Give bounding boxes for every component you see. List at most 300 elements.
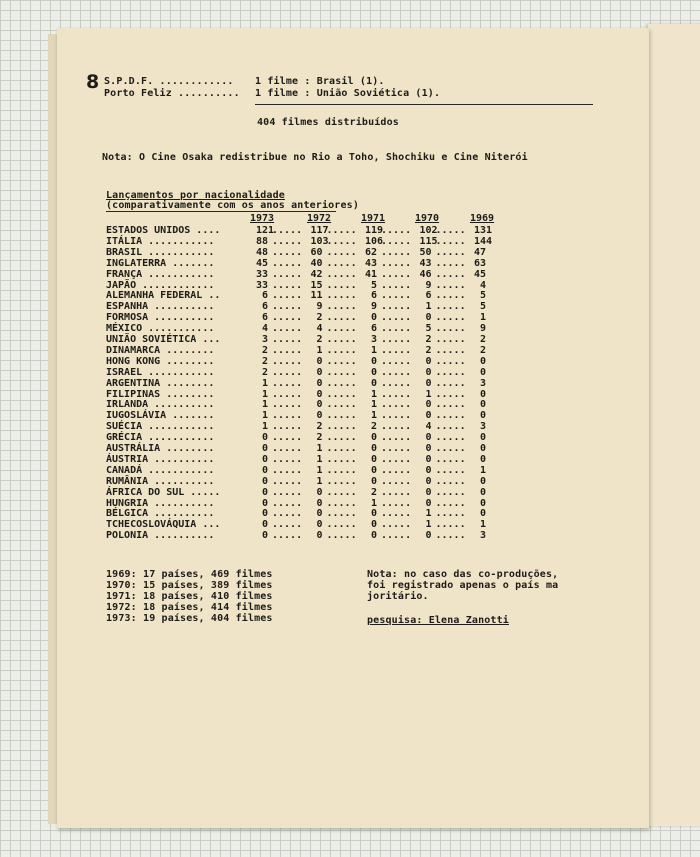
- value-1973: 6: [261, 301, 268, 313]
- leader-dots: .....: [272, 279, 303, 291]
- coproduction-note-line-3: joritário.: [367, 591, 429, 602]
- leader-dots: .....: [435, 246, 466, 258]
- value-1969: 0: [479, 443, 486, 454]
- value-1969: 1: [479, 519, 486, 531]
- value-1970: 115: [419, 235, 438, 247]
- table-row: [106, 334, 526, 345]
- leader-dots: .....: [272, 410, 303, 422]
- leader-dots: .....: [326, 388, 357, 400]
- leader-dots: .....: [326, 421, 357, 433]
- value-1970: 0: [425, 432, 432, 444]
- value-1969: 2: [479, 344, 486, 356]
- leader-dots: .....: [272, 312, 303, 324]
- value-1969: 1: [479, 312, 486, 324]
- header-count-1: 1 filme : Brasil (1).: [255, 76, 385, 87]
- leader-dots: .....: [326, 432, 357, 444]
- nationality-table: [106, 213, 526, 553]
- value-1971: 2: [370, 421, 377, 433]
- value-1971: 5: [370, 279, 377, 291]
- leader-dots: .....: [381, 290, 412, 302]
- leader-dots: .....: [272, 388, 303, 400]
- leader-dots: .....: [435, 388, 466, 400]
- value-1973: 0: [261, 519, 268, 531]
- value-1970: 0: [425, 453, 432, 465]
- leader-dots: .....: [381, 475, 412, 487]
- value-1970: 0: [425, 355, 432, 367]
- value-1970: 0: [425, 464, 432, 476]
- table-title: Lançamentos por nacionalidade: [106, 190, 285, 201]
- value-1973: 2: [261, 344, 268, 356]
- table-row: [106, 454, 526, 465]
- summary-line-1971: 1971: 18 países, 410 filmes: [106, 591, 273, 602]
- value-1972: 117: [310, 225, 329, 236]
- table-row: [106, 345, 526, 356]
- year-1972: 1972: [307, 213, 332, 224]
- leader-dots: .....: [381, 497, 412, 509]
- value-1969: 0: [479, 453, 486, 465]
- value-1972: 42: [310, 268, 323, 280]
- leader-dots: .....: [326, 519, 357, 531]
- value-1972: 0: [316, 388, 323, 400]
- country-name: ESPANHA ..........: [106, 301, 215, 313]
- country-name: SUÉCIA ...........: [106, 421, 215, 433]
- leader-dots: .....: [381, 257, 412, 269]
- year-1973: 1973: [250, 213, 275, 224]
- leader-dots: .....: [381, 410, 412, 422]
- value-1969: 5: [479, 290, 486, 302]
- leader-dots: .....: [272, 443, 303, 454]
- leader-dots: .....: [381, 388, 412, 400]
- table-row: [106, 323, 526, 334]
- value-1971: 0: [370, 464, 377, 476]
- value-1969: 0: [479, 355, 486, 367]
- value-1971: 1: [370, 410, 377, 422]
- leader-dots: .....: [435, 530, 466, 542]
- leader-dots: .....: [326, 453, 357, 465]
- leader-dots: .....: [272, 377, 303, 389]
- table-row: [106, 443, 526, 454]
- value-1971: 6: [370, 290, 377, 302]
- value-1972: 60: [310, 246, 323, 258]
- value-1972: 103: [310, 235, 329, 247]
- leader-dots: .....: [326, 377, 357, 389]
- value-1969: 63: [474, 257, 487, 269]
- leader-dots: .....: [381, 530, 412, 542]
- leader-dots: .....: [381, 246, 412, 258]
- leader-dots: .....: [272, 355, 303, 367]
- value-1972: 4: [316, 323, 323, 335]
- leader-dots: .....: [435, 366, 466, 378]
- value-1969: 0: [479, 486, 486, 498]
- country-name: BRASIL ...........: [106, 246, 215, 258]
- leader-dots: .....: [435, 399, 466, 411]
- value-1970: 0: [425, 377, 432, 389]
- value-1969: 0: [479, 497, 486, 509]
- value-1971: 0: [370, 508, 377, 520]
- value-1972: 40: [310, 257, 323, 269]
- leader-dots: .....: [326, 344, 357, 356]
- value-1970: 6: [425, 290, 432, 302]
- value-1972: 1: [316, 443, 323, 454]
- value-1971: 1: [370, 344, 377, 356]
- value-1971: 0: [370, 519, 377, 531]
- leader-dots: .....: [272, 421, 303, 433]
- value-1971: 0: [370, 443, 377, 454]
- table-row: [106, 247, 526, 258]
- value-1973: 0: [261, 475, 268, 487]
- value-1971: 43: [365, 257, 378, 269]
- coproduction-note-line-2: foi registrado apenas o país ma: [367, 580, 559, 591]
- country-name: FRANÇA ...........: [106, 268, 215, 280]
- table-row: [106, 410, 526, 421]
- value-1972: 2: [316, 334, 323, 345]
- value-1971: 1: [370, 399, 377, 411]
- leader-dots: .....: [326, 301, 357, 313]
- country-name: CANADÁ ...........: [106, 464, 215, 476]
- value-1969: 5: [479, 301, 486, 313]
- value-1972: 11: [310, 290, 323, 302]
- value-1969: 4: [479, 279, 486, 291]
- value-1971: 0: [370, 312, 377, 324]
- value-1970: 1: [425, 301, 432, 313]
- value-1972: 1: [316, 344, 323, 356]
- leader-dots: .....: [326, 323, 357, 335]
- value-1969: 144: [474, 235, 493, 247]
- value-1973: 33: [256, 279, 269, 291]
- leader-dots: .....: [381, 399, 412, 411]
- leader-dots: .....: [326, 464, 357, 476]
- header-place-2: Porto Feliz ..........: [104, 88, 240, 99]
- value-1969: 0: [479, 366, 486, 378]
- leader-dots: .....: [326, 443, 357, 454]
- country-name: FILIPINAS ........: [106, 388, 215, 400]
- leader-dots: .....: [435, 344, 466, 356]
- table-row: [106, 258, 526, 269]
- value-1972: 1: [316, 453, 323, 465]
- document-page: [57, 28, 649, 828]
- value-1973: 0: [261, 508, 268, 520]
- country-name: ESTADOS UNIDOS ....: [106, 225, 221, 236]
- table-row: [106, 280, 526, 291]
- leader-dots: .....: [326, 246, 357, 258]
- country-name: IUGOSLÁVIA .......: [106, 410, 215, 422]
- value-1973: 45: [256, 257, 269, 269]
- table-row: [106, 399, 526, 410]
- leader-dots: .....: [272, 301, 303, 313]
- summary-line-1969: 1969: 17 países, 469 filmes: [106, 569, 273, 580]
- leader-dots: .....: [381, 268, 412, 280]
- country-name: ALEMANHA FEDERAL ..: [106, 290, 221, 302]
- value-1972: 0: [316, 410, 323, 422]
- leader-dots: .....: [435, 301, 466, 313]
- research-credit: pesquisa: Elena Zanotti: [367, 615, 509, 626]
- leader-dots: .....: [326, 508, 357, 520]
- value-1971: 3: [370, 334, 377, 345]
- leader-dots: .....: [326, 290, 357, 302]
- country-name: ISRAEL ...........: [106, 366, 215, 378]
- value-1970: 0: [425, 530, 432, 542]
- leader-dots: .....: [381, 366, 412, 378]
- value-1969: 131: [474, 225, 493, 236]
- header-count-2: 1 filme : União Soviética (1).: [255, 88, 441, 99]
- country-name: FORMOSA ..........: [106, 312, 215, 324]
- leader-dots: .....: [435, 268, 466, 280]
- value-1972: 0: [316, 508, 323, 520]
- value-1969: 1: [479, 464, 486, 476]
- leader-dots: .....: [272, 486, 303, 498]
- leader-dots: .....: [435, 475, 466, 487]
- value-1973: 6: [261, 290, 268, 302]
- value-1969: 0: [479, 475, 486, 487]
- value-1971: 0: [370, 432, 377, 444]
- value-1969: 2: [479, 334, 486, 345]
- value-1973: 1: [261, 377, 268, 389]
- value-1971: 1: [370, 497, 377, 509]
- header-rule: [255, 104, 593, 105]
- value-1972: 0: [316, 530, 323, 542]
- leader-dots: .....: [272, 497, 303, 509]
- leader-dots: .....: [326, 334, 357, 345]
- value-1970: 0: [425, 486, 432, 498]
- leader-dots: .....: [435, 257, 466, 269]
- table-header-row: [106, 213, 526, 224]
- leader-dots: .....: [435, 432, 466, 444]
- table-row: [106, 487, 526, 498]
- leader-dots: .....: [326, 366, 357, 378]
- value-1969: 0: [479, 410, 486, 422]
- value-1969: 0: [479, 388, 486, 400]
- value-1973: 33: [256, 268, 269, 280]
- leader-dots: .....: [272, 366, 303, 378]
- value-1972: 0: [316, 355, 323, 367]
- leader-dots: .....: [435, 235, 466, 247]
- table-row: [106, 236, 526, 247]
- value-1971: 62: [365, 246, 378, 258]
- table-row: [106, 519, 526, 530]
- value-1973: 0: [261, 497, 268, 509]
- header-place-1: S.P.D.F. ............: [104, 76, 234, 87]
- subtitle-rule: [106, 211, 336, 212]
- value-1970: 1: [425, 519, 432, 531]
- value-1973: 2: [261, 366, 268, 378]
- country-name: INGLATERRA .......: [106, 257, 215, 269]
- leader-dots: .....: [381, 464, 412, 476]
- total-distributed: 404 filmes distribuídos: [257, 117, 399, 128]
- leader-dots: .....: [435, 519, 466, 531]
- leader-dots: .....: [272, 530, 303, 542]
- value-1972: 2: [316, 432, 323, 444]
- value-1972: 0: [316, 366, 323, 378]
- value-1970: 2: [425, 334, 432, 345]
- value-1973: 6: [261, 312, 268, 324]
- leader-dots: .....: [272, 323, 303, 335]
- leader-dots: .....: [381, 443, 412, 454]
- value-1970: 0: [425, 399, 432, 411]
- leader-dots: .....: [326, 410, 357, 422]
- value-1970: 46: [419, 268, 432, 280]
- leader-dots: .....: [272, 464, 303, 476]
- value-1970: 0: [425, 443, 432, 454]
- leader-dots: .....: [381, 377, 412, 389]
- leader-dots: .....: [435, 323, 466, 335]
- value-1970: 0: [425, 366, 432, 378]
- value-1969: 3: [479, 377, 486, 389]
- value-1970: 0: [425, 497, 432, 509]
- leader-dots: .....: [326, 312, 357, 324]
- country-name: IRLANDA ..........: [106, 399, 215, 411]
- value-1973: 0: [261, 464, 268, 476]
- country-name: ÁUSTRIA ..........: [106, 453, 215, 465]
- value-1971: 119: [365, 225, 384, 236]
- country-name: ÁFRICA DO SUL .....: [106, 486, 221, 498]
- value-1970: 4: [425, 421, 432, 433]
- table-row: [106, 269, 526, 280]
- value-1971: 0: [370, 366, 377, 378]
- value-1970: 0: [425, 475, 432, 487]
- leader-dots: .....: [272, 334, 303, 345]
- leader-dots: .....: [272, 246, 303, 258]
- value-1970: 0: [425, 312, 432, 324]
- value-1969: 3: [479, 530, 486, 542]
- value-1969: 9: [479, 323, 486, 335]
- table-row: [106, 389, 526, 400]
- value-1971: 2: [370, 486, 377, 498]
- value-1970: 1: [425, 388, 432, 400]
- leader-dots: .....: [381, 519, 412, 531]
- table-row: [106, 356, 526, 367]
- leader-dots: .....: [272, 290, 303, 302]
- table-row: [106, 378, 526, 389]
- country-name: DINAMARCA ........: [106, 344, 215, 356]
- leader-dots: .....: [381, 344, 412, 356]
- country-name: MÉXICO ...........: [106, 323, 215, 335]
- value-1970: 5: [425, 323, 432, 335]
- leader-dots: .....: [326, 530, 357, 542]
- value-1973: 0: [261, 443, 268, 454]
- leader-dots: .....: [381, 453, 412, 465]
- table-row: [106, 301, 526, 312]
- leader-dots: .....: [272, 399, 303, 411]
- leader-dots: .....: [435, 464, 466, 476]
- leader-dots: .....: [435, 377, 466, 389]
- leader-dots: .....: [435, 421, 466, 433]
- page-number: 8: [86, 71, 100, 93]
- country-name: POLONIA ..........: [106, 530, 215, 542]
- table-row: [106, 312, 526, 323]
- leader-dots: .....: [272, 344, 303, 356]
- table-row: [106, 421, 526, 432]
- leader-dots: .....: [381, 323, 412, 335]
- table-row: [106, 498, 526, 509]
- value-1972: 0: [316, 399, 323, 411]
- summary-line-1970: 1970: 15 países, 389 filmes: [106, 580, 273, 591]
- leader-dots: .....: [272, 432, 303, 444]
- leader-dots: .....: [435, 279, 466, 291]
- value-1972: 0: [316, 377, 323, 389]
- leader-dots: .....: [381, 421, 412, 433]
- value-1971: 0: [370, 377, 377, 389]
- leader-dots: .....: [326, 399, 357, 411]
- value-1972: 2: [316, 312, 323, 324]
- leader-dots: .....: [381, 355, 412, 367]
- table-subtitle: (comparativamente com os anos anteriores): [106, 200, 359, 211]
- leader-dots: .....: [381, 301, 412, 313]
- value-1971: 0: [370, 355, 377, 367]
- table-row: [106, 530, 526, 541]
- value-1970: 0: [425, 410, 432, 422]
- value-1973: 1: [261, 388, 268, 400]
- value-1973: 1: [261, 399, 268, 411]
- value-1969: 3: [479, 421, 486, 433]
- value-1972: 1: [316, 464, 323, 476]
- value-1973: 88: [256, 235, 269, 247]
- leader-dots: .....: [272, 508, 303, 520]
- value-1971: 9: [370, 301, 377, 313]
- leader-dots: .....: [381, 312, 412, 324]
- leader-dots: .....: [435, 355, 466, 367]
- country-name: HONG KONG ........: [106, 355, 215, 367]
- table-row: [106, 465, 526, 476]
- value-1970: 2: [425, 344, 432, 356]
- table-row: [106, 290, 526, 301]
- value-1971: 1: [370, 388, 377, 400]
- leader-dots: .....: [381, 432, 412, 444]
- value-1973: 121: [256, 225, 275, 236]
- value-1970: 1: [425, 508, 432, 520]
- leader-dots: .....: [272, 225, 303, 236]
- value-1969: 0: [479, 432, 486, 444]
- value-1970: 9: [425, 279, 432, 291]
- leader-dots: .....: [326, 235, 357, 247]
- table-row: [106, 367, 526, 378]
- country-name: BÉLGICA ..........: [106, 508, 215, 520]
- country-name: HUNGRIA ..........: [106, 497, 215, 509]
- leader-dots: .....: [326, 475, 357, 487]
- leader-dots: .....: [326, 355, 357, 367]
- value-1972: 0: [316, 519, 323, 531]
- value-1972: 0: [316, 497, 323, 509]
- leader-dots: .....: [435, 410, 466, 422]
- leader-dots: .....: [381, 225, 412, 236]
- leader-dots: .....: [435, 443, 466, 454]
- leader-dots: .....: [381, 508, 412, 520]
- value-1970: 43: [419, 257, 432, 269]
- value-1973: 0: [261, 453, 268, 465]
- value-1971: 0: [370, 453, 377, 465]
- value-1969: 0: [479, 399, 486, 411]
- value-1972: 9: [316, 301, 323, 313]
- year-1969: 1969: [470, 213, 495, 224]
- value-1973: 3: [261, 334, 268, 345]
- value-1969: 0: [479, 508, 486, 520]
- leader-dots: .....: [435, 453, 466, 465]
- year-1971: 1971: [361, 213, 386, 224]
- value-1969: 47: [474, 246, 487, 258]
- leader-dots: .....: [381, 334, 412, 345]
- table-row: [106, 432, 526, 443]
- value-1972: 2: [316, 421, 323, 433]
- value-1973: 0: [261, 486, 268, 498]
- leader-dots: .....: [435, 486, 466, 498]
- value-1973: 2: [261, 355, 268, 367]
- leader-dots: .....: [435, 225, 466, 236]
- summary-line-1973: 1973: 19 países, 404 filmes: [106, 613, 273, 624]
- value-1973: 48: [256, 246, 269, 258]
- table-row: [106, 508, 526, 519]
- value-1972: 15: [310, 279, 323, 291]
- value-1973: 1: [261, 421, 268, 433]
- value-1973: 1: [261, 410, 268, 422]
